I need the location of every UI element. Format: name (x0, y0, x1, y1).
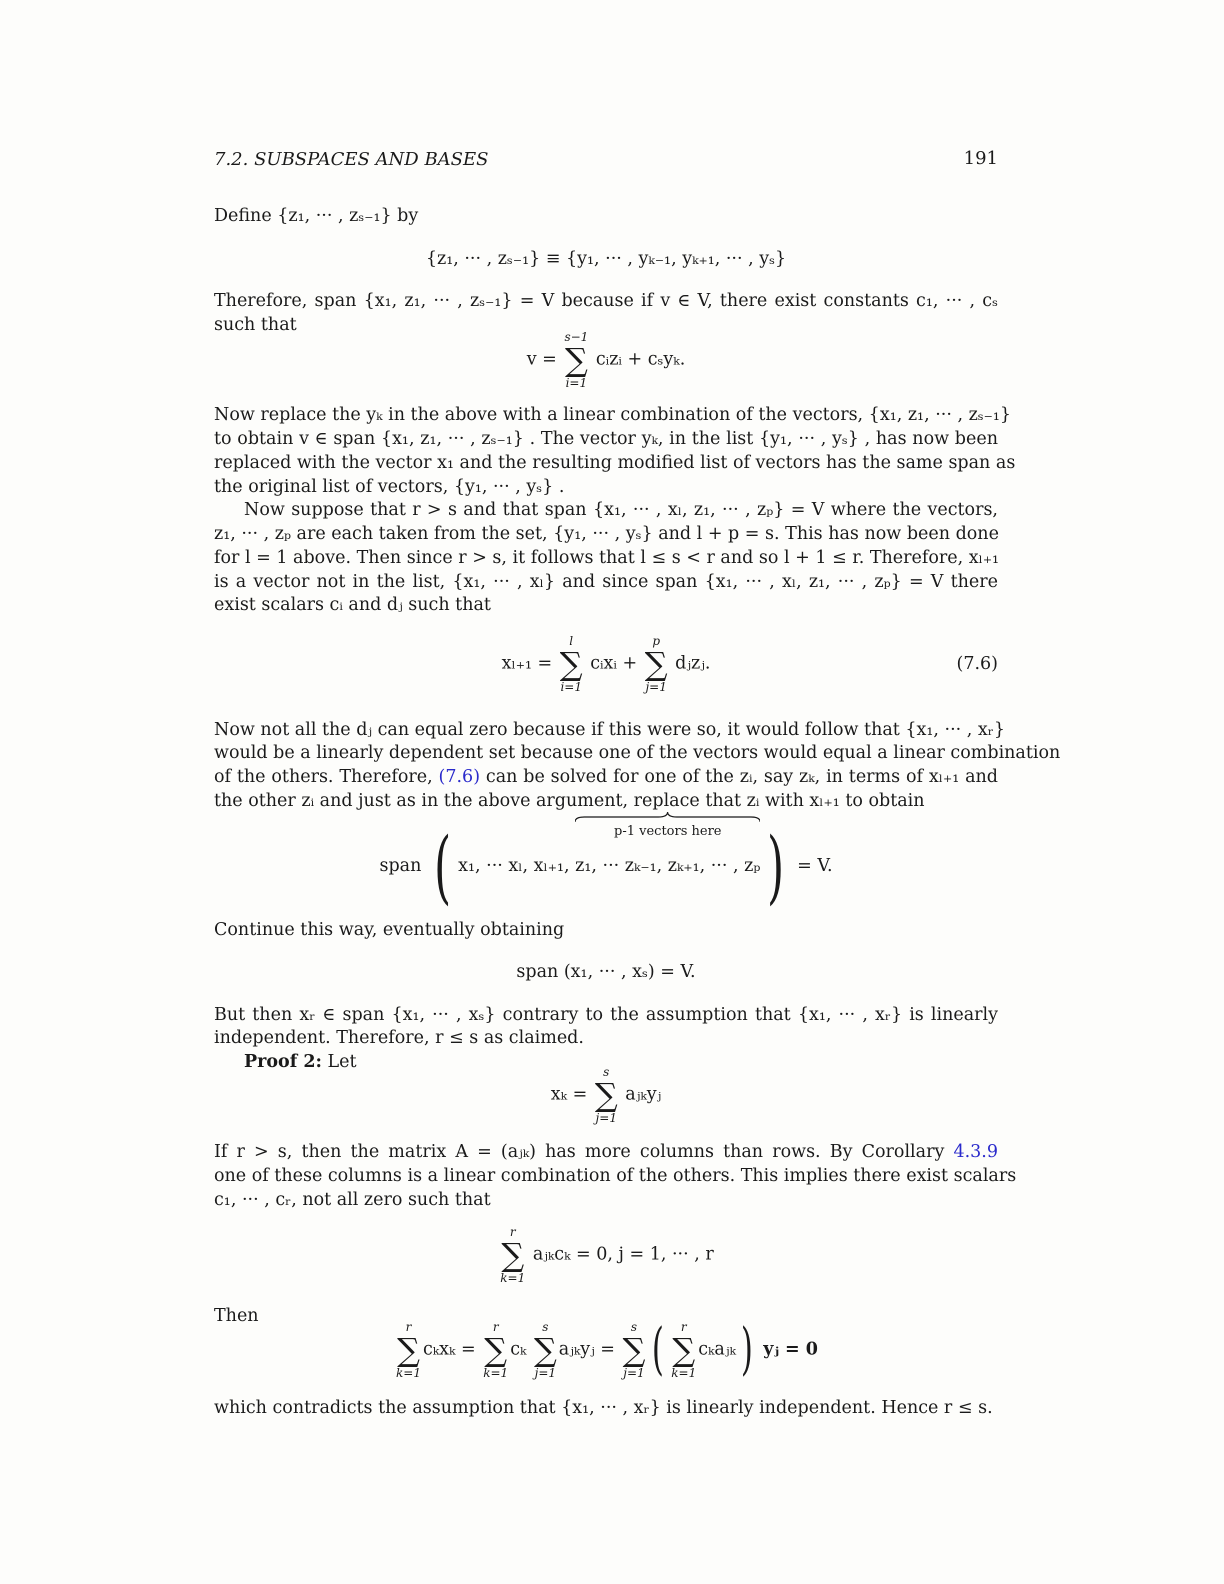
overbrace-group (575, 826, 760, 906)
paragraph-line: exist scalars cᵢ and dⱼ such that (214, 595, 491, 615)
equation-v-sum (214, 330, 998, 390)
running-header (214, 148, 488, 172)
paragraph-line: independent. Therefore, r ≤ s as claimed. (214, 1028, 584, 1048)
sum-upper-limit: s (603, 1065, 610, 1079)
paragraph-line: is a vector not in the list, {x₁, ··· , xₗ} and since span {x₁, ··· , xₗ, z₁, ··· , zₚ} = V there (214, 572, 998, 592)
eq-lhs: v = (526, 349, 557, 370)
paragraph-line: Now replace the yₖ in the above with a linear combination of the vectors, {x₁, z₁, ··· , zₛ₋₁} (214, 405, 1012, 425)
left-paren-icon: ( (433, 819, 452, 913)
equation-ref-link[interactable]: (7.6) (438, 767, 481, 787)
equation-z-definition: {z₁, ··· , zₛ₋₁} ≡ {y₁, ··· , yₖ₋₁, yₖ₊₁, ··· , yₛ} (425, 249, 787, 269)
sum-lower-limit: k=1 (671, 1366, 697, 1380)
summation (534, 1320, 557, 1380)
sum-upper-limit: r (492, 1320, 499, 1334)
paragraph-conclusion: which contradicts the assumption that {x₁, ··· , xᵣ} is linearly independent. Hence r ≤ s. (214, 1398, 993, 1418)
paragraph-continue: Continue this way, eventually obtaining (214, 920, 565, 940)
page-number: 191 (963, 148, 998, 169)
sum-lower-limit: k=1 (483, 1366, 509, 1380)
summation (564, 330, 588, 390)
sum-upper-limit: l (569, 634, 574, 648)
summation (671, 1320, 696, 1380)
equation-final-chain (214, 1317, 998, 1382)
sigma-icon: ∑ (484, 1331, 508, 1369)
sum-upper-limit: s (630, 1320, 638, 1334)
sum-lower-limit: i=1 (560, 680, 582, 694)
eq-term: cₖxₖ = (422, 1339, 476, 1360)
eq-rhs: aⱼₖyⱼ (625, 1084, 662, 1105)
paragraph-then: Then (214, 1306, 259, 1326)
paragraph-line (214, 1140, 998, 1164)
sum-lower-limit: j=1 (534, 1366, 557, 1380)
paragraph-such-that: such that (214, 315, 297, 335)
sum-upper-limit: s−1 (564, 330, 589, 344)
sum-upper-limit: p (652, 634, 660, 648)
braced-terms: z₁, ··· zₖ₋₁, zₖ₊₁, ··· , zₚ (575, 856, 761, 876)
text: can be solved for one of the zᵢ, say zₖ, in terms of xₗ₊₁ and (480, 767, 998, 787)
sum-upper-limit: r (509, 1225, 516, 1239)
paragraph-line: to obtain v ∈ span {x₁, z₁, ··· , zₛ₋₁} . The vector yₖ, in the list {y₁, ··· , yₛ} , has now been (214, 429, 998, 449)
left-paren-icon: ( (652, 1317, 665, 1382)
sigma-icon: ∑ (559, 645, 583, 683)
paragraph-line: c₁, ··· , cᵣ, not all zero such that (214, 1190, 491, 1210)
summation (595, 1065, 618, 1125)
summation (623, 1320, 646, 1380)
corollary-ref-link[interactable]: 4.3.9 (953, 1142, 998, 1162)
eq-prefix: x₁, ··· xₗ, xₗ₊₁, (458, 856, 576, 876)
sigma-icon: ∑ (622, 1331, 646, 1369)
sigma-icon: ∑ (644, 645, 668, 683)
proof-label: Proof 2: (244, 1052, 322, 1072)
eq-suffix: = V. (797, 856, 833, 876)
paragraph-line: z₁, ··· , zₚ are each taken from the set, {y₁, ··· , yₛ} and l + p = s. This has now been done (214, 524, 999, 544)
sigma-icon: ∑ (533, 1331, 557, 1369)
paragraph-line: the other zᵢ and just as in the above argument, replace that zᵢ with xₗ₊₁ to obtain (214, 791, 925, 811)
sigma-icon: ∑ (672, 1331, 696, 1369)
span-operator: span (379, 856, 422, 876)
sum-upper-limit: r (405, 1320, 412, 1334)
paragraph-line: Now not all the dⱼ can equal zero because if this were so, it would follow that {x₁, ··· , xᵣ} (214, 720, 1005, 740)
paragraph-line: would be a linearly dependent set because one of the vectors would equal a linear combination (214, 743, 1061, 763)
section-title: 7.2. SUBSPACES AND BASES (214, 149, 489, 170)
paragraph-therefore-line: Therefore, span {x₁, z₁, ··· , zₛ₋₁} = V because if v ∈ V, there exist constants c₁, ··· , cₛ (214, 291, 998, 311)
paragraph-line (214, 765, 998, 789)
eq-term: dⱼzⱼ. (675, 653, 711, 674)
paragraph-line: the original list of vectors, {y₁, ··· , yₛ} . (214, 477, 565, 497)
text: If r > s, then the matrix A = (aⱼₖ) has more columns than rows. By Corollary (214, 1142, 954, 1162)
eq-lhs: xₗ₊₁ = (501, 653, 553, 674)
eq-term: cₖ (510, 1339, 527, 1360)
paragraph-line: But then xᵣ ∈ span {x₁, ··· , xₛ} contrary to the assumption that {x₁, ··· , xᵣ} is linearly (214, 1005, 998, 1025)
sigma-icon: ∑ (501, 1236, 525, 1274)
eq-term: yⱼ = 0 (763, 1339, 818, 1360)
sum-upper-limit: r (680, 1320, 687, 1334)
summation (645, 634, 668, 694)
sigma-icon: ∑ (594, 1076, 618, 1114)
sum-lower-limit: k=1 (500, 1271, 526, 1285)
equation-xk-sum (214, 1065, 998, 1125)
sum-lower-limit: j=1 (645, 680, 667, 694)
sum-upper-limit: s (542, 1320, 549, 1334)
summation (500, 1225, 525, 1285)
paragraph-line: one of these columns is a linear combination of the others. This implies there exist scalars (214, 1166, 1017, 1186)
overbrace-icon (575, 812, 760, 822)
sum-lower-limit: k=1 (396, 1366, 421, 1380)
paragraph-line: replaced with the vector x₁ and the resulting modified list of vectors has the same span as (214, 453, 1016, 473)
equation-7-6 (214, 634, 998, 694)
brace-label: p-1 vectors here (614, 824, 722, 839)
paragraph-define: Define {z₁, ··· , zₛ₋₁} by (214, 206, 419, 226)
right-paren-icon: ) (767, 819, 785, 913)
sum-lower-limit: j=1 (623, 1366, 645, 1380)
sum-lower-limit: i=1 (565, 376, 588, 390)
paragraph-line: for l = 1 above. Then since r > s, it follows that l ≤ s < r and so l + 1 ≤ r. Therefore, xₗ₊₁ (214, 548, 1000, 568)
sigma-icon: ∑ (397, 1331, 420, 1369)
eq-rhs: aⱼₖcₖ = 0, j = 1, ··· , r (532, 1244, 714, 1265)
summation (396, 1320, 421, 1380)
paragraph-line: Now suppose that r > s and that span {x₁, ··· , xₗ, z₁, ··· , zₚ} = V where the vectors, (244, 500, 998, 520)
summation (560, 634, 583, 694)
eq-term: cₖaⱼₖ (698, 1339, 736, 1360)
equation-ajk-ck (214, 1225, 998, 1285)
sigma-icon: ∑ (564, 341, 588, 379)
summation (483, 1320, 508, 1380)
text: of the others. Therefore, (214, 767, 439, 787)
eq-lhs: xₖ = (550, 1084, 588, 1105)
eq-rhs: cᵢzᵢ + cₛyₖ. (595, 349, 686, 370)
right-paren-icon: ) (740, 1317, 753, 1382)
equation-number: (7.6) (956, 654, 998, 674)
eq-term: cᵢxᵢ + (590, 653, 638, 674)
proof-text: Let (321, 1052, 357, 1072)
sum-lower-limit: j=1 (595, 1111, 617, 1125)
equation-span-brace (214, 819, 998, 913)
eq-term: aⱼₖyⱼ = (558, 1339, 615, 1360)
equation-span-final: span (x₁, ··· , xₛ) = V. (516, 962, 696, 982)
